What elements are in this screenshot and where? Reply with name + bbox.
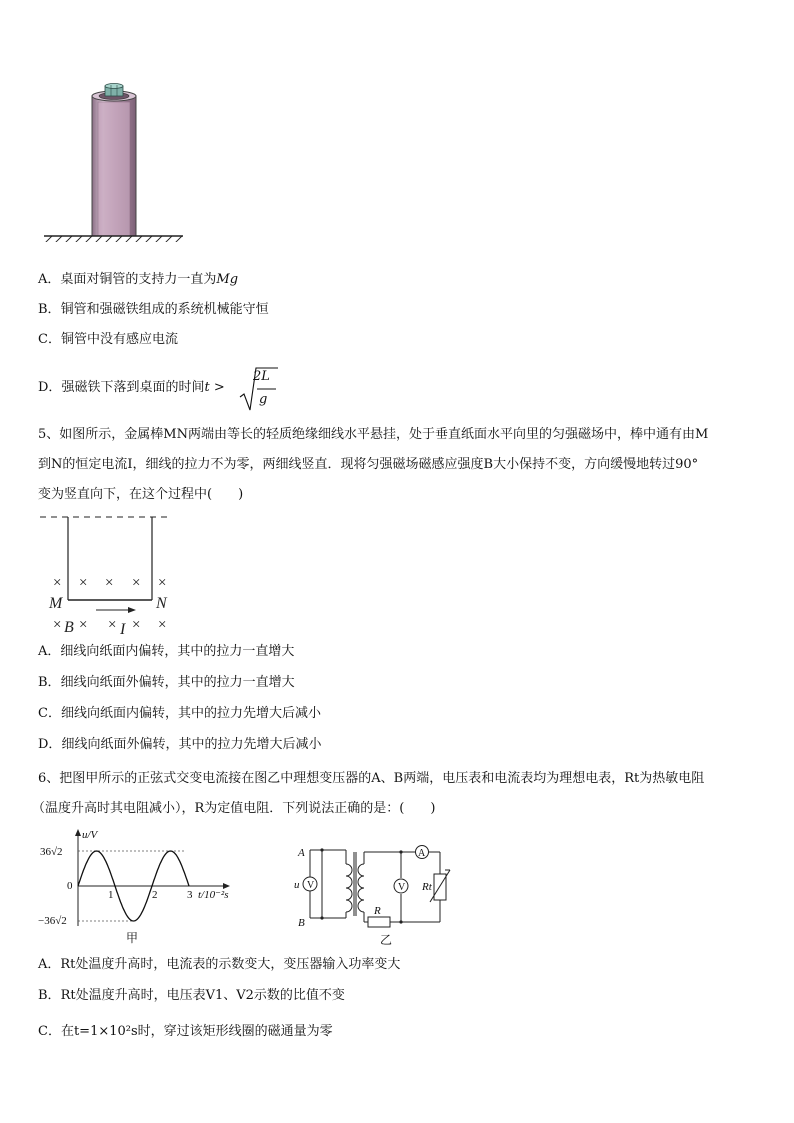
zero-tick: 0 — [67, 880, 73, 892]
field-cross: × — [108, 617, 117, 633]
option-text: 细线向纸面外偏转，其中的拉力先增大后减小 — [61, 737, 322, 752]
option-text: 在t=1×10²s时，穿过该矩形线圈的磁通量为零 — [60, 1024, 333, 1039]
resistor-r: R — [374, 905, 381, 917]
option-label: A． — [38, 957, 61, 972]
q6-stem — [32, 764, 758, 824]
q6-option-a — [38, 955, 400, 975]
q4-option-d — [38, 378, 225, 398]
figure-caption-jia: 甲 — [126, 931, 139, 945]
ammeter-symbol: A — [418, 848, 426, 859]
option-label: C． — [38, 1024, 61, 1039]
q5-stem — [38, 420, 758, 510]
fraction-denominator: g — [259, 392, 268, 407]
field-cross: × — [53, 617, 62, 633]
x-tick-2: 2 — [152, 889, 158, 901]
field-cross: × — [158, 575, 167, 591]
q4-option-c — [38, 330, 178, 350]
option-label: A． — [38, 272, 61, 287]
option-text: 细线向纸面外偏转，其中的拉力一直增大 — [60, 675, 295, 690]
transformer-circuit — [294, 840, 454, 948]
option-text: 细线向纸面内偏转，其中的拉力先增大后减小 — [60, 706, 321, 721]
option-math: Mg — [216, 272, 239, 287]
x-tick-1: 1 — [108, 889, 114, 901]
option-text: 铜管中没有感应电流 — [60, 332, 178, 347]
y-max-tick: 36√2 — [40, 846, 63, 858]
label-i: I — [120, 621, 126, 638]
q6-stem-line-2: （温度升高时其电阻减小），R为定值电阻．下列说法正确的是：( ) — [32, 801, 436, 816]
field-cross: × — [158, 617, 167, 633]
field-cross: × — [132, 617, 141, 633]
y-axis-label: u/V — [82, 829, 98, 841]
magnetic-rod-figure — [40, 508, 190, 640]
q5-stem-line-1: 5、如图所示，金属棒MN两端由等长的轻质绝缘细线水平悬挂，处于垂直纸面水平向里的匀强磁场中，棒中通有由M — [38, 427, 709, 442]
option-label: B． — [38, 302, 61, 317]
option-label: D． — [38, 737, 62, 752]
q6-option-b — [38, 986, 345, 1006]
label-n: N — [156, 595, 167, 612]
option-text: 桌面对铜管的支持力一直为 — [60, 272, 217, 287]
terminal-a: A — [298, 847, 305, 859]
voltage-u: u — [294, 879, 300, 891]
q6-stem-line-1: 6、把图甲所示的正弦式交变电流接在图乙中理想变压器的A、B两端，电压表和电流表均为理想电表，Rt为热敏电阻 — [38, 771, 705, 786]
voltmeter-v1-symbol: V — [307, 880, 315, 891]
option-label: C． — [38, 706, 61, 721]
option-label: A． — [38, 644, 61, 659]
option-label: C． — [38, 332, 61, 347]
label-m: M — [49, 595, 63, 612]
q5-stem-line-3: 变为竖直向下，在这个过程中( ) — [38, 487, 244, 502]
option-text: Rt处温度升高时，电流表的示数变大，变压器输入功率变大 — [60, 957, 401, 972]
copper-tube-figure — [40, 82, 190, 242]
option-label: B． — [38, 675, 61, 690]
option-text: Rt处温度升高时，电压表V1、V2示数的比值不变 — [60, 988, 345, 1003]
time-variable: t — [204, 380, 210, 395]
field-cross: × — [105, 575, 114, 591]
field-cross: × — [53, 575, 62, 591]
field-cross: × — [79, 575, 88, 591]
resistor-rt: Rt — [422, 881, 432, 893]
sine-wave-chart — [38, 826, 248, 946]
option-label: D． — [38, 380, 62, 395]
x-axis-label: t/10⁻²s — [198, 889, 229, 901]
q6-option-c — [38, 1022, 333, 1042]
q5-option-c — [38, 704, 321, 724]
option-text: 强磁铁下落到桌面的时间 — [61, 380, 205, 395]
q4-option-b — [38, 300, 269, 320]
label-b: B — [64, 619, 74, 636]
q4-option-a — [38, 270, 238, 290]
fraction-numerator: 2L — [253, 369, 270, 384]
option-text: 细线向纸面内偏转，其中的拉力一直增大 — [60, 644, 295, 659]
q5-option-b — [38, 673, 295, 693]
inequality: > — [209, 380, 225, 395]
field-cross: × — [79, 617, 88, 633]
field-cross: × — [132, 575, 141, 591]
terminal-b: B — [298, 917, 305, 929]
x-tick-3: 3 — [187, 889, 193, 901]
figure-caption-yi: 乙 — [380, 933, 393, 947]
voltmeter-v2-symbol: V — [398, 882, 406, 893]
q5-option-d — [38, 735, 321, 755]
option-label: B． — [38, 988, 61, 1003]
q5-option-a — [38, 642, 294, 662]
q5-stem-line-2: 到N的恒定电流I，细线的拉力不为零，两细线竖直．现将匀强磁场磁感应强度B大小保持不变，方向缓慢地转过90° — [38, 457, 699, 472]
option-text: 铜管和强磁铁组成的系统机械能守恒 — [60, 302, 269, 317]
y-min-tick: −36√2 — [38, 915, 67, 927]
